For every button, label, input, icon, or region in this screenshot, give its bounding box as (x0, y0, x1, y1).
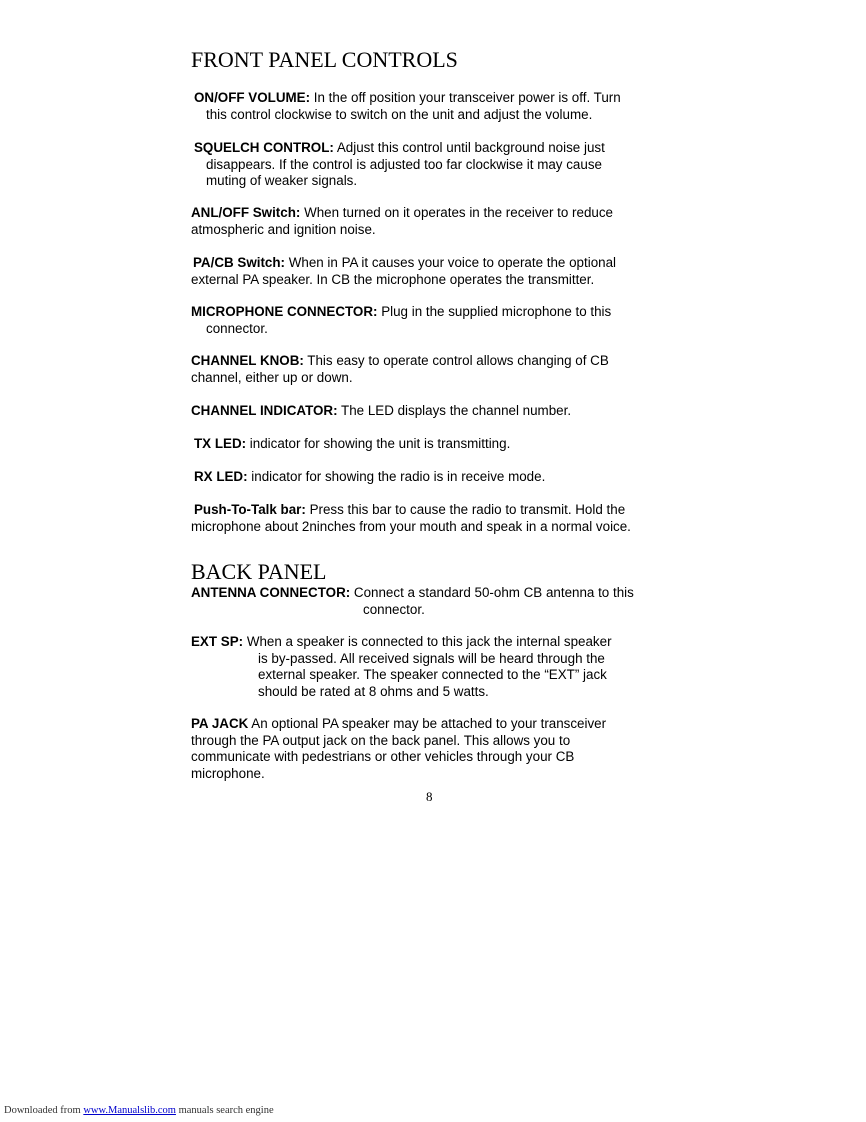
entry-text: connector. (363, 601, 425, 617)
entry-text: muting of weaker signals. (206, 173, 358, 189)
entry-text: this control clockwise to switch on the unit and adjust the volume. (206, 106, 593, 122)
entry-text: indicator for showing the radio is in receive mode. (247, 469, 546, 484)
entry-text: Plug in the supplied microphone to this (377, 304, 612, 319)
pa-jack-entry (191, 716, 606, 782)
entry-text: An optional PA speaker may be attached to your transceiver (248, 716, 607, 731)
entry-text: connector. (206, 320, 268, 336)
entry-term: ANTENNA CONNECTOR: (191, 585, 351, 600)
entry-text: When in PA it causes your voice to operate the optional (285, 255, 617, 270)
entry-term: PA JACK (191, 716, 249, 731)
entry-text: microphone. (191, 765, 265, 781)
entry-term: ON/OFF VOLUME: (194, 90, 311, 105)
entry-term: CHANNEL KNOB: (191, 353, 304, 368)
entry-text: disappears. If the control is adjusted too far clockwise it may cause (206, 156, 602, 172)
channel-indicator-entry (191, 403, 571, 420)
entry-text: indicator for showing the unit is transmitting. (246, 436, 511, 451)
anl-switch-entry (191, 205, 613, 238)
entry-term: Push-To-Talk bar: (194, 502, 306, 517)
antenna-connector-entry (191, 585, 634, 618)
back-panel-heading: BACK PANEL (191, 559, 327, 584)
entry-text: atmospheric and ignition noise. (191, 221, 376, 237)
squelch-control-entry (194, 140, 605, 190)
entry-text: external PA speaker. In CB the microphone operates the transmitter. (191, 271, 595, 287)
entry-text: microphone about 2ninches from your mouth and speak in a normal voice. (191, 518, 631, 534)
entry-term: PA/CB Switch: (193, 255, 286, 270)
entry-text: Adjust this control until background noise just (333, 140, 605, 155)
entry-text: In the off position your transceiver power is off. Turn (310, 90, 621, 105)
entry-term: EXT SP: (191, 634, 244, 649)
microphone-connector-entry (191, 304, 611, 337)
download-footer (4, 1104, 274, 1117)
entry-term: MICROPHONE CONNECTOR: (191, 304, 378, 319)
entry-term: RX LED: (194, 469, 248, 484)
ext-sp-entry (191, 634, 612, 700)
pa-cb-switch-entry (191, 255, 616, 288)
entry-term: SQUELCH CONTROL: (194, 140, 334, 155)
entry-text: When a speaker is connected to this jack the internal speaker (243, 634, 612, 649)
on-off-volume-entry (194, 90, 621, 123)
entry-text: Connect a standard 50-ohm CB antenna to this (350, 585, 634, 600)
entry-term: TX LED: (194, 436, 247, 451)
entry-text: Press this bar to cause the radio to transmit. Hold the (305, 502, 626, 517)
channel-knob-entry (191, 353, 609, 386)
entry-text: should be rated at 8 ohms and 5 watts. (258, 683, 489, 699)
entry-text: is by-passed. All received signals will be heard through the (258, 650, 605, 666)
page-number: 8 (426, 789, 433, 804)
entry-text: channel, either up or down. (191, 369, 353, 385)
footer-suffix: manuals search engine (175, 1105, 274, 1116)
entry-text: communicate with pedestrians or other vehicles through your CB (191, 749, 575, 765)
entry-text: through the PA output jack on the back panel. This allows you to (191, 732, 571, 748)
entry-text: This easy to operate control allows changing of CB (303, 353, 609, 368)
entry-term: CHANNEL INDICATOR: (191, 403, 338, 418)
entry-text: The LED displays the channel number. (337, 403, 572, 418)
tx-led-entry (194, 436, 510, 453)
manualslib-link[interactable]: www.Manualslib.com (83, 1105, 176, 1116)
footer-prefix: Downloaded from (4, 1105, 84, 1116)
push-to-talk-entry (191, 502, 631, 535)
entry-text: external speaker. The speaker connected to the “EXT” jack (258, 667, 607, 683)
entry-term: ANL/OFF Switch: (191, 205, 301, 220)
front-panel-heading: FRONT PANEL CONTROLS (191, 47, 458, 72)
entry-text: When turned on it operates in the receiver to reduce (300, 205, 613, 220)
rx-led-entry (194, 469, 545, 486)
